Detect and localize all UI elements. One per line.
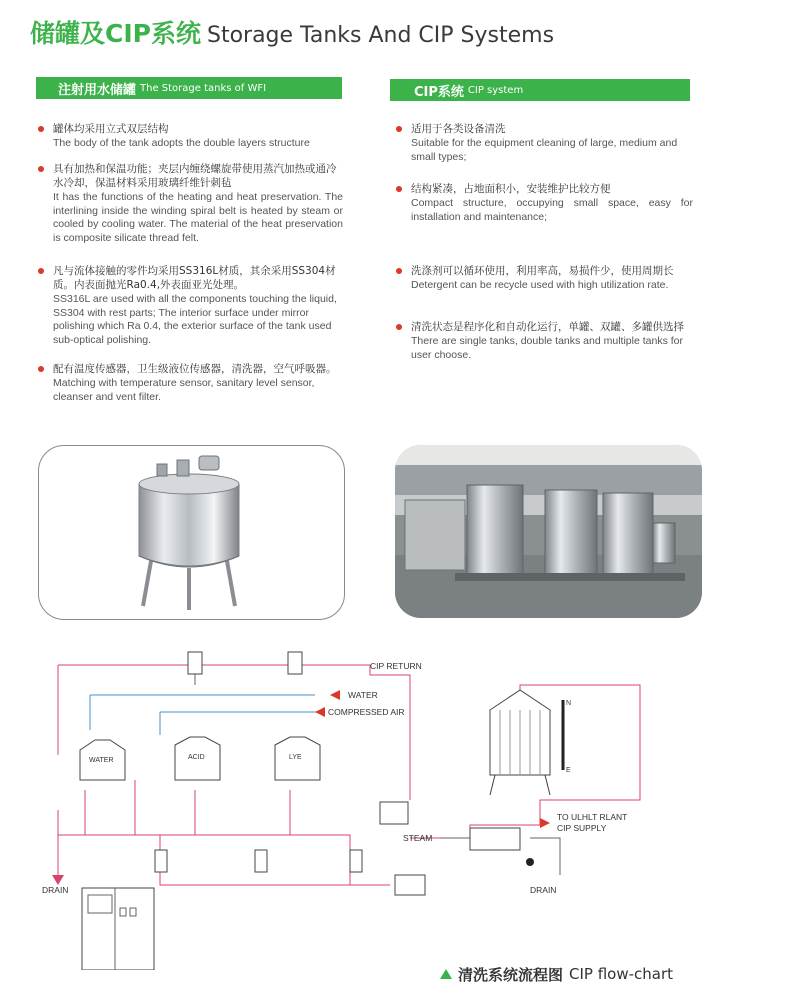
item-text-cn: 凡与流体接触的零件均采用SS316L材质，其余采用SS304材质。内表面抛光Ra0.4,外表面亚光处理。 [53, 265, 336, 291]
page-title-cn: 储罐及CIP系统 [30, 19, 201, 48]
tank-label-acid: ACID [188, 754, 205, 761]
triangle-icon [440, 969, 452, 979]
water-arrow-icon [330, 690, 340, 700]
acid-tank [175, 737, 220, 780]
supply-label-line1: TO ULHLT RLANT [557, 812, 628, 822]
drain-right-label: DRAIN [530, 885, 557, 895]
storage-heading-en: The Storage tanks of WFI [140, 82, 267, 94]
list-item [53, 362, 343, 404]
item-text-cn: 配有温度传感器，卫生级液位传感器，清洗器，空气呼吸器。 [53, 363, 337, 375]
caption-en: CIP flow-chart [569, 965, 674, 983]
tank-label-water: WATER [89, 757, 114, 764]
bullet-dot-icon [38, 268, 44, 274]
bullet-dot-icon [396, 268, 402, 274]
bullet-dot-icon [396, 186, 402, 192]
tank-bottom-loop [58, 835, 350, 885]
item-text-en: Suitable for the equipment cleaning of large, medium and small types; [411, 137, 678, 163]
top-sensor-1-icon [188, 652, 202, 674]
bullet-dot-icon [38, 166, 44, 172]
valve-3-icon [350, 850, 362, 872]
drain-arrow-icon [52, 875, 64, 885]
steam-label: STEAM [403, 833, 433, 843]
bullet-dot-icon [396, 324, 402, 330]
list-item [411, 264, 693, 293]
cip-system-photo [395, 445, 702, 618]
list-item [53, 122, 343, 151]
list-item [411, 320, 693, 362]
supply-arrow-icon [540, 818, 550, 828]
bullet-dot-icon [38, 126, 44, 132]
item-text-cn: 结构紧凑，占地面积小，安装维护比较方便 [411, 183, 611, 195]
valve-1-icon [155, 850, 167, 872]
item-text-en: SS316L are used with all the components touching the liquid, SS304 with rest parts; The interior surface under mirror polishing which Ra 0.4, the exterior surface of the tank used sub-optical polishing. [53, 293, 337, 346]
supply-label-line2: CIP SUPPLY [557, 823, 607, 833]
drain-valve-icon [526, 858, 534, 866]
level-n-label: N [566, 700, 572, 707]
bullet-dot-icon [396, 126, 402, 132]
page-title [30, 14, 554, 54]
compressed-air-label: COMPRESSED AIR [328, 707, 405, 717]
cip-system-illustration [395, 445, 702, 618]
storage-section-heading [36, 77, 342, 99]
list-item [53, 162, 343, 245]
item-text-en: Compact structure, occupying small space, easy for installation and maintenance; [411, 197, 693, 223]
storage-heading-cn: 注射用水储罐 [58, 82, 137, 98]
bullet-dot-icon [38, 366, 44, 372]
item-text-cn: 清洗状态是程序化和自动化运行，单罐、双罐、多罐供选择 [411, 321, 684, 333]
page-title-en: Storage Tanks And CIP Systems [206, 23, 555, 48]
water-label: WATER [348, 690, 378, 700]
list-item [53, 264, 343, 347]
valve-2-icon [255, 850, 267, 872]
item-text-en: Detergent can be recycle used with high utilization rate. [411, 279, 669, 291]
heat-exchanger-out [530, 838, 560, 875]
water-tank [80, 740, 125, 780]
drain-left-label: DRAIN [42, 885, 69, 895]
heat-exchanger-icon [470, 828, 520, 850]
item-text-cn: 具有加热和保温功能；夹层内缠绕螺旋带使用蒸汽加热或通冷水冷却，保温材料采用玻璃纤维针刺毡 [53, 163, 337, 189]
item-text-en: There are single tanks, double tanks and multiple tanks for user choose. [411, 335, 683, 361]
item-text-cn: 洗涤剂可以循环使用，利用率高，易损件少，使用周期长 [411, 265, 674, 277]
receiving-tank [490, 690, 571, 795]
cip-heading-cn: CIP系统 [414, 84, 464, 100]
cip-heading-en: CIP system [467, 84, 524, 96]
level-e-label: E [566, 767, 571, 774]
top-sensor-2-icon [288, 652, 302, 674]
supply-pump-icon [395, 875, 425, 895]
storage-tank-photo [38, 445, 345, 620]
item-text-en: It has the functions of the heating and heat preservation. The interlining inside the winding spiral belt is heated by steam or cooled by cooling water. The material of the heat preservation is composite silicate thread felt. [53, 191, 343, 244]
item-text-cn: 罐体均采用立式双层结构 [53, 123, 169, 135]
air-arrow-icon [315, 707, 325, 717]
tank-label-lye: LYE [289, 754, 302, 761]
caption-cn: 清洗系统流程图 [458, 965, 564, 984]
lye-tank [275, 737, 320, 780]
cip-return-label: CIP RETURN [370, 661, 422, 671]
list-item [411, 122, 693, 164]
return-pump-icon [380, 802, 408, 824]
control-cabinet [82, 888, 154, 970]
storage-tank-illustration [39, 446, 345, 620]
flowchart-caption [440, 962, 673, 986]
item-text-en: The body of the tank adopts the double layers structure [53, 137, 310, 149]
list-item [411, 182, 693, 224]
item-text-cn: 适用于各类设备清洗 [411, 123, 506, 135]
item-text-en: Matching with temperature sensor, sanitary level sensor, cleanser and vent filter. [53, 377, 315, 403]
cip-flowchart [0, 640, 800, 970]
cip-section-heading [390, 79, 690, 101]
